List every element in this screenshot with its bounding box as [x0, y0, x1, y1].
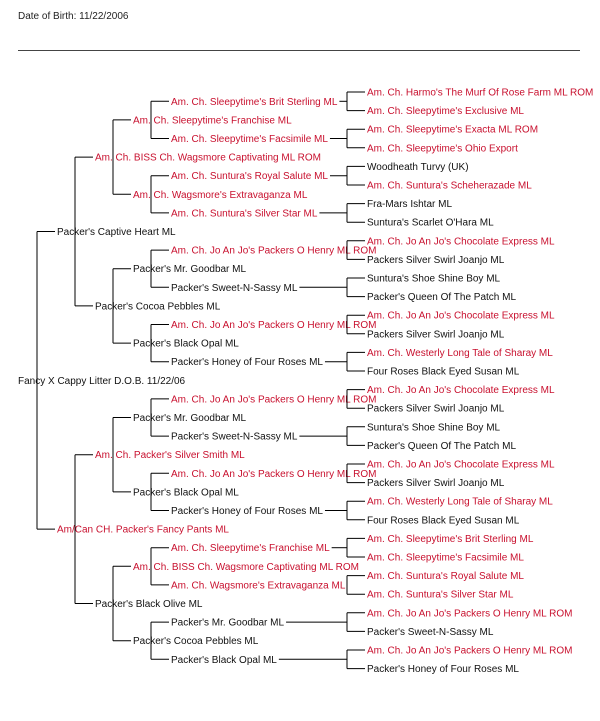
ancestor-name: Packer's Captive Heart ML — [57, 227, 176, 238]
ancestor-name: Am. Ch. Jo An Jo's Packers O Henry ML ROM — [367, 645, 573, 657]
ancestor-name: Am. Ch. Suntura's Scheherazade ML — [367, 180, 532, 192]
ancestor-name: Packer's Honey of Four Roses ML — [367, 664, 519, 676]
ancestor-name: Am. Ch. Suntura's Royal Salute ML — [171, 171, 328, 183]
ancestor-name: Suntura's Shoe Shine Boy ML — [367, 273, 501, 285]
ancestor-name: Packer's Black Olive ML — [95, 599, 203, 610]
ancestor-name: Four Roses Black Eyed Susan ML — [367, 515, 520, 527]
ancestor-name: Packer's Black Opal ML — [133, 487, 239, 499]
ancestor-name: Packer's Black Opal ML — [171, 654, 277, 666]
ancestor-name: Am. Ch. Sleepytime's Exclusive ML — [367, 106, 524, 118]
ancestor-name: Am. Ch. BISS Ch. Wagsmore Captivating ML ROM — [133, 561, 359, 573]
ancestor-name: Am. Ch. Jo An Jo's Packers O Henry ML ROM — [171, 320, 377, 331]
ancestor-name: Am. Ch. Sleepytime's Franchise ML — [133, 115, 292, 127]
ancestor-name: Am. Ch. Packer's Silver Smith ML — [95, 450, 245, 462]
ancestor-name: Packer's Sweet-N-Sassy ML — [171, 282, 298, 294]
ancestor-name: Fra-Mars Ishtar ML — [367, 199, 453, 211]
ancestor-name: Am. Ch. Jo An Jo's Chocolate Express ML — [367, 459, 555, 471]
ancestor-name: Packers Silver Swirl Joanjo ML — [367, 254, 505, 266]
ancestor-name: Am. Ch. Jo An Jo's Packers O Henry ML ROM — [367, 608, 573, 620]
ancestor-name: Four Roses Black Eyed Susan ML — [367, 366, 520, 378]
ancestor-name: Am. Ch. Jo An Jo's Chocolate Express ML — [367, 385, 555, 397]
ancestor-name: Am. Ch. Sleepytime's Facsimile ML — [367, 552, 524, 564]
ancestor-name: Am. Ch. Sleepytime's Ohio Export — [367, 143, 518, 155]
ancestor-name: Packer's Sweet-N-Sassy ML — [171, 431, 298, 443]
ancestor-name: Am. Ch. Wagsmore's Extravaganza ML — [171, 580, 346, 592]
ancestor-name: Am/Can CH. Packer's Fancy Pants ML — [57, 524, 229, 536]
ancestor-name: Packers Silver Swirl Joanjo ML — [367, 403, 505, 415]
ancestor-name: Packers Silver Swirl Joanjo ML — [367, 329, 505, 341]
ancestor-name: Am. Ch. Sleepytime's Franchise ML — [171, 543, 330, 555]
ancestor-name: Am. Ch. Suntura's Royal Salute ML — [367, 571, 524, 583]
ancestor-name: Packers Silver Swirl Joanjo ML — [367, 478, 505, 490]
ancestor-name: Am. Ch. Westerly Long Tale of Sharay ML — [367, 347, 553, 359]
ancestor-name: Am. Ch. Jo An Jo's Packers O Henry ML ROM — [171, 468, 377, 480]
ancestor-name: Am. Ch. Harmo's The Murf Of Rose Farm ML ROM — [367, 87, 594, 99]
ancestor-name: Packer's Honey of Four Roses ML — [171, 506, 323, 517]
ancestor-name: Am. Ch. Jo An Jo's Chocolate Express ML — [367, 310, 555, 322]
ancestor-name: Am. Ch. Sleepytime's Brit Sterling ML — [367, 533, 534, 545]
ancestor-name: Am. Ch. Westerly Long Tale of Sharay ML — [367, 496, 553, 508]
ancestor-name: Packer's Honey of Four Roses ML — [171, 357, 323, 369]
ancestor-name: Am. Ch. Suntura's Silver Star ML — [367, 589, 514, 601]
ancestor-name: Am. Ch. Jo An Jo's Chocolate Express ML — [367, 236, 555, 248]
ancestor-name: Am. Ch. Sleepytime's Exacta ML ROM — [367, 124, 539, 136]
ancestor-name: Packer's Cocoa Pebbles ML — [95, 301, 221, 313]
ancestor-name: Am. Ch. Sleepytime's Facsimile ML — [171, 134, 328, 145]
ancestor-name: Packer's Mr. Goodbar ML — [133, 413, 247, 424]
ancestor-name: Am. Ch. BISS Ch. Wagsmore Captivating ML ROM — [95, 152, 321, 164]
ancestor-name: Packer's Cocoa Pebbles ML — [133, 636, 259, 648]
ancestor-name: Suntura's Shoe Shine Boy ML — [367, 422, 501, 434]
ancestor-name: Suntura's Scarlet O'Hara ML — [367, 217, 494, 229]
ancestor-name: Packer's Queen Of The Patch ML — [367, 440, 517, 452]
litter-name: Fancy X Cappy Litter D.O.B. 11/22/06 — [18, 375, 186, 387]
ancestor-name: Am. Ch. Sleepytime's Brit Sterling ML — [171, 96, 338, 108]
ancestor-name: Packer's Queen Of The Patch ML — [367, 292, 517, 304]
ancestor-name: Packer's Sweet-N-Sassy ML — [367, 626, 494, 638]
date-of-birth-label: Date of Birth: 11/22/2006 — [18, 11, 129, 22]
ancestor-name: Am. Ch. Jo An Jo's Packers O Henry ML ROM — [171, 394, 377, 406]
ancestor-name: Packer's Mr. Goodbar ML — [133, 264, 247, 276]
ancestor-name: Am. Ch. Wagsmore's Extravaganza ML — [133, 189, 308, 201]
ancestor-name: Woodheath Turvy (UK) — [367, 161, 469, 173]
ancestor-name: Am. Ch. Suntura's Silver Star ML — [171, 208, 318, 220]
ancestor-name: Packer's Black Opal ML — [133, 338, 239, 350]
ancestor-name: Packer's Mr. Goodbar ML — [171, 617, 285, 629]
ancestor-name: Am. Ch. Jo An Jo's Packers O Henry ML ROM — [171, 245, 377, 257]
